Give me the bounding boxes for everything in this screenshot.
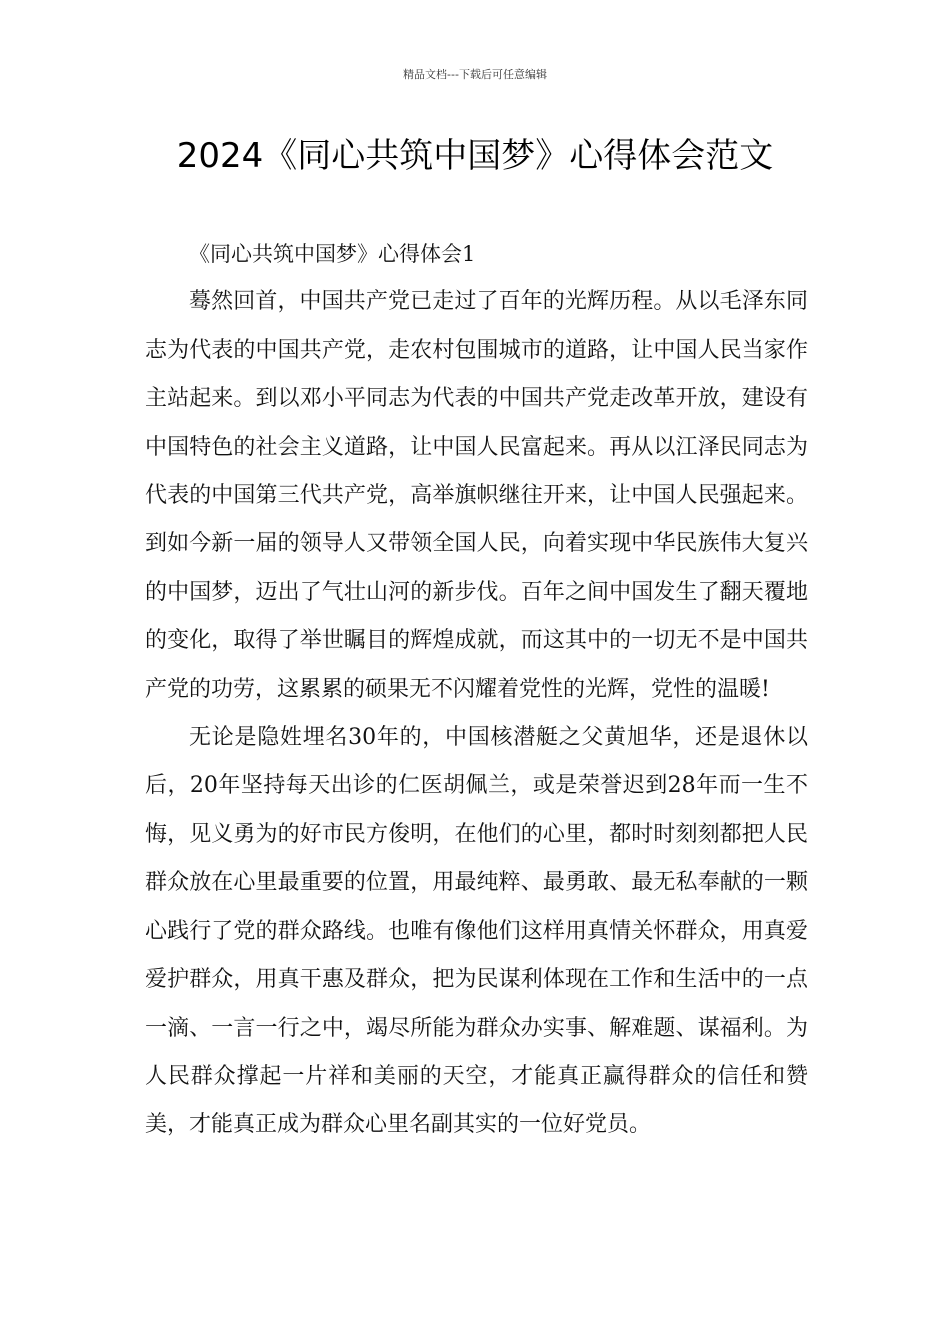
paragraph-1: 蓦然回首，中国共产党已走过了百年的光辉历程。从以毛泽东同志为代表的中国共产党，走农村包围城市的道路，让中国人民当家作主站起来。到以邓小平同志为代表的中国共产党走改革开放，建设有中国特色的社会主义道路，让中国人民富起来。再从以江泽民同志为代表的中国第三代共产党，高举旗帜继往开来，让中国人民强起来。到如今新一届的领导人又带领全国人民，向着实现中华民族伟大复兴的中国梦，迈出了气壮山河的新步伐。百年之间中国发生了翻天覆地的变化，取得了举世瞩目的辉煌成就，而这其中的一切无不是中国共产党的功劳，这累累的硕果无不闪耀着党性的光辉，党性的温暖! [145,289,808,702]
header-note: 精品文档---下载后可任意编辑 [403,68,547,81]
document-title: 2024《同心共筑中国梦》心得体会范文 [176,136,774,176]
document-body [145,230,808,1150]
paragraph-2: 无论是隐姓埋名30年的，中国核潜艇之父黄旭华，还是退休以后，20年坚持每天出诊的仁医胡佩兰，或是荣誉迟到28年而一生不悔，见义勇为的好市民方俊明，在他们的心里，都时时刻刻都把人民群众放在心里最重要的位置，用最纯粹、最勇敢、最无私奉献的一颗心践行了党的群众路线。也唯有像他们这样用真情关怀群众，用真爱爱护群众，用真干惠及群众，把为民谋利体现在工作和生活中的一点一滴、一言一行之中，竭尽所能为群众办实事、解难题、谋福利。为人民群众撑起一片祥和美丽的天空，才能真正赢得群众的信任和赞美，才能真正成为群众心里名副其实的一位好党员。 [145,725,808,1138]
section-subtitle: 《同心共筑中国梦》心得体会1 [189,242,476,266]
